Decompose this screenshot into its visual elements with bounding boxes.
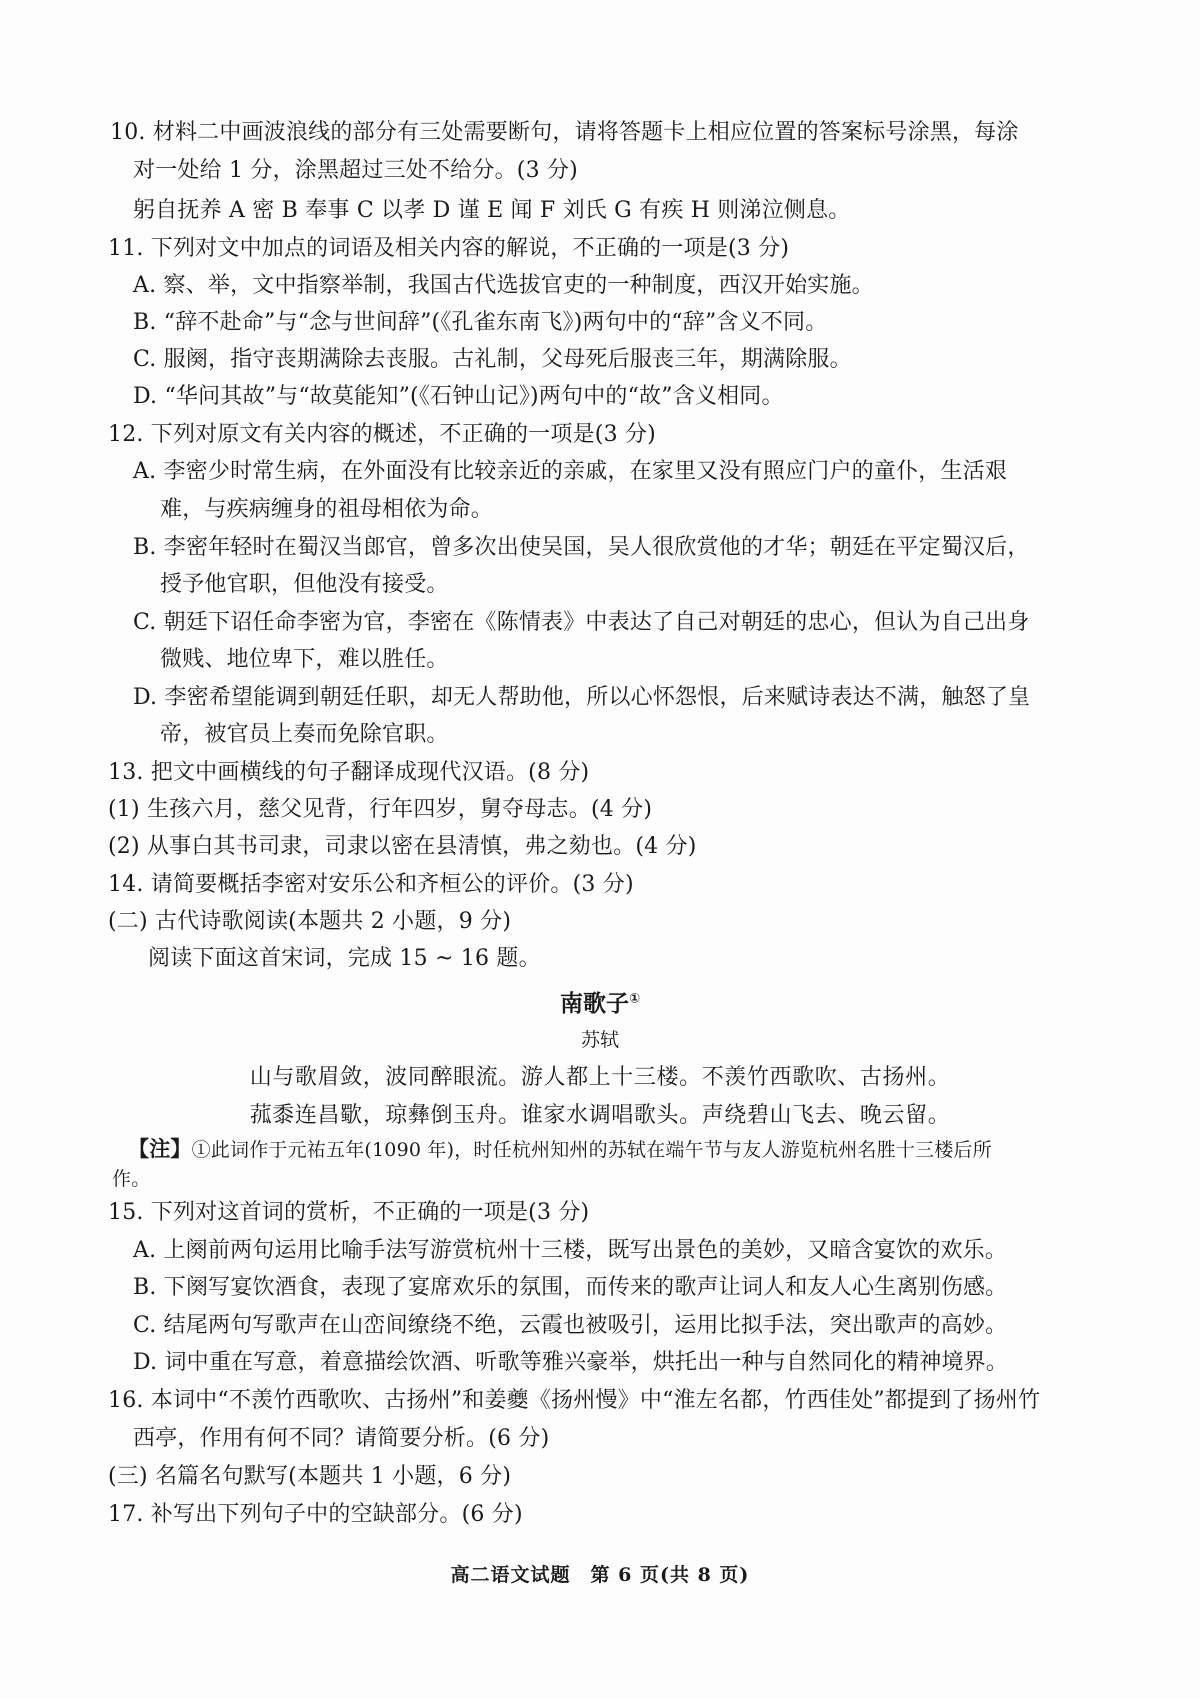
q13-sentence-1: (1) 生孩六月，慈父见背，行年四岁，舅夺母志。(4 分) (108, 797, 653, 822)
q12-option-b-line2: 授予他官职，但他没有接受。 (160, 572, 449, 597)
q11-option-d: D. “华问其故”与“故莫能知”(《石钟山记》)两句中的“故”含义相同。 (133, 384, 784, 409)
q10-passage: 躬自抚养 A 密 B 奉事 C 以孝 D 谨 E 闻 F 刘氏 G 有疾 H 则涕泣侧息。 (133, 198, 851, 223)
q15-option-b: B. 下阕写宴饮酒食，表现了宴席欢乐的氛围，而传来的歌声让词人和友人心生离别伤感。 (133, 1275, 1008, 1300)
q12-option-c-line1: C. 朝廷下诏任命李密为官，李密在《陈情表》中表达了自己对朝廷的忠心，但认为自己出身 (133, 610, 1030, 635)
q12-option-a-line2: 难，与疾病缠身的祖母相依为命。 (160, 497, 494, 522)
q13-sentence-2: (2) 从事白其书司隶，司隶以密在县清慎，弗之劾也。(4 分) (108, 834, 697, 859)
q12-stem: 12. 下列对原文有关内容的概述，不正确的一项是(3 分) (108, 422, 656, 447)
q13-stem: 13. 把文中画横线的句子翻译成现代汉语。(8 分) (108, 760, 590, 785)
q12-option-c-line2: 微贱、地位卑下，难以胜任。 (160, 647, 449, 672)
q16-stem-line1: 16. 本词中“不羡竹西歌吹、古扬州”和姜夔《扬州慢》中“淮左名都，竹西佳处”都提到了扬州竹 (108, 1388, 1041, 1413)
q12-option-d-line2: 帝，被官员上奏而免除官职。 (160, 722, 449, 747)
q15-option-c: C. 结尾两句写歌声在山峦间缭绕不绝，云霞也被吸引，运用比拟手法，突出歌声的高妙。 (133, 1313, 1008, 1338)
poem-title: 南歌子① (559, 991, 640, 1017)
q11-option-a: A. 察、举，文中指察举制，我国古代选拔官吏的一种制度，西汉开始实施。 (133, 273, 874, 298)
poem-author: 苏轼 (580, 1029, 619, 1051)
q15-stem: 15. 下列对这首词的赏析，不正确的一项是(3 分) (108, 1200, 590, 1225)
q15-option-a: A. 上阕前两句运用比喻手法写游赏杭州十三楼，既写出景色的美妙，又暗含宴饮的欢乐。 (133, 1238, 1008, 1263)
q16-stem-line2: 西亭，作用有何不同？请简要分析。(6 分) (133, 1426, 550, 1451)
poem-line-2: 菰黍连昌歜，琼彝倒玉舟。谁家水调唱歌头。声绕碧山飞去、晚云留。 (249, 1103, 951, 1128)
q12-option-a-line1: A. 李密少时常生病，在外面没有比较亲近的亲戚，在家里又没有照应门户的童仆，生活艰 (133, 459, 1008, 484)
q10-stem-line2: 对一处给 1 分，涂黑超过三处不给分。(3 分) (133, 158, 578, 183)
q11-option-b: B. “辞不赴命”与“念与世间辞”(《孔雀东南飞》)两句中的“辞”含义不同。 (133, 310, 828, 335)
q12-option-b-line1: B. 李密年轻时在蜀汉当郎官，曾多次出使吴国，吴人很欣赏他的才华；朝廷在平定蜀汉后， (133, 535, 1030, 560)
poem-line-1: 山与歌眉敛，波同醉眼流。游人都上十三楼。不羡竹西歌吹、古扬州。 (249, 1065, 951, 1090)
q17-stem: 17. 补写出下列句子中的空缺部分。(6 分) (108, 1502, 523, 1527)
page-footer: 高二语文试题 第 6 页(共 8 页) (450, 1564, 750, 1586)
section-2-intro: 阅读下面这首宋词，完成 15 ~ 16 题。 (148, 946, 541, 971)
note-line1: ①此词作于元祐五年(1090 年)，时任杭州知州的苏轼在端午节与友人游览杭州名胜十三楼后所 (191, 1139, 992, 1161)
poem-note (128, 1134, 992, 1165)
section-2-heading: (二) 古代诗歌阅读(本题共 2 小题，9 分) (108, 909, 512, 934)
footnote-marker: ① (628, 991, 640, 1007)
poem-note-line2: 作。 (112, 1168, 151, 1190)
q11-option-c: C. 服阕，指守丧期满除去丧服。古礼制，父母死后服丧三年，期满除服。 (133, 347, 852, 372)
section-3-heading: (三) 名篇名句默写(本题共 1 小题，6 分) (108, 1464, 512, 1489)
q10-stem-line1: 10. 材料二中画波浪线的部分有三处需要断句，请将答题卡上相应位置的答案标号涂黑，每涂 (110, 120, 1019, 145)
q12-option-d-line1: D. 李密希望能调到朝廷任职，却无人帮助他，所以心怀怨恨，后来赋诗表达不满，触怒了皇 (133, 685, 1031, 710)
q14-stem: 14. 请简要概括李密对安乐公和齐桓公的评价。(3 分) (108, 872, 634, 897)
q15-option-d: D. 词中重在写意，着意描绘饮酒、听歌等雅兴豪举，烘托出一种与自然同化的精神境界。 (133, 1350, 1009, 1375)
note-tag: 【注】 (128, 1136, 192, 1161)
q11-stem: 11. 下列对文中加点的词语及相关内容的解说，不正确的一项是(3 分) (108, 236, 790, 261)
